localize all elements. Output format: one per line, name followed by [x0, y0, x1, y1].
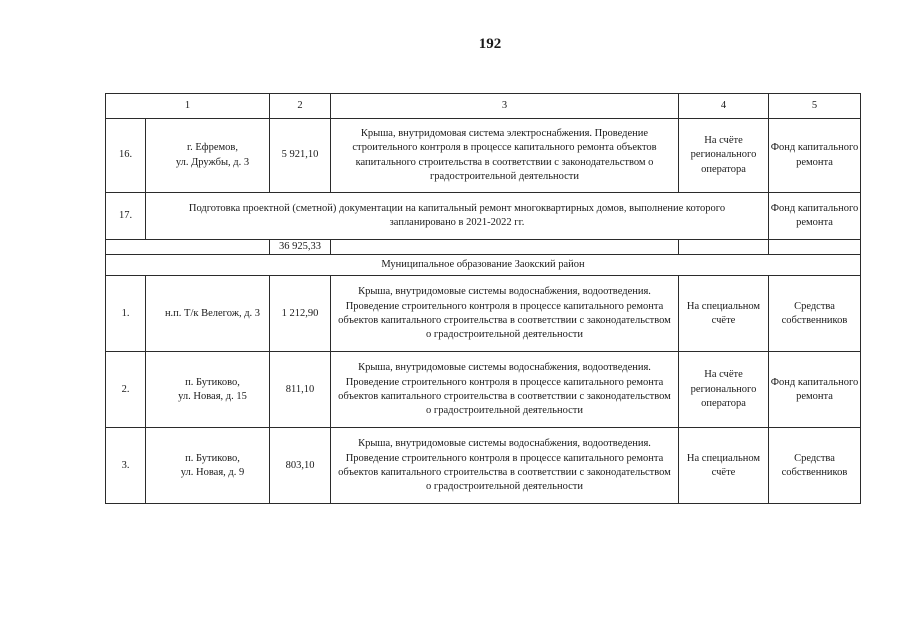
row-account-type: На счёте регионального оператора [679, 352, 769, 428]
column-header-1: 1 [106, 94, 270, 119]
row-address: п. Бутиково, ул. Новая, д. 9 [146, 428, 270, 504]
row-account-type: На специальном счёте [679, 428, 769, 504]
total-empty-cell [331, 240, 679, 255]
column-header-4: 4 [679, 94, 769, 119]
row-number: 3. [106, 428, 146, 504]
row-address: н.п. Т/к Велегож, д. 3 [146, 276, 270, 352]
row-amount: 1 212,90 [270, 276, 331, 352]
section-title: Муниципальное образование Заокский район [106, 255, 861, 276]
row-account-type: На специальном счёте [679, 276, 769, 352]
row-work-description: Крыша, внутридомовые системы водоснабжения, водоотведения. Проведение строительного контроля в процессе капитального ремонта объектов капитального строительства в соответствии с законодательством о градостроительной деятельности [331, 352, 679, 428]
total-empty-cell [679, 240, 769, 255]
row-number: 2. [106, 352, 146, 428]
page-number: 192 [478, 36, 502, 52]
row-number: 16. [106, 119, 146, 193]
table-row [106, 276, 861, 352]
column-header-2: 2 [270, 94, 331, 119]
row-number: 1. [106, 276, 146, 352]
table-row [106, 428, 861, 504]
total-amount: 36 925,33 [270, 240, 331, 255]
column-header-row [106, 94, 861, 119]
table-row [106, 193, 861, 240]
table-row [106, 352, 861, 428]
section-header-row [106, 255, 861, 276]
row-account-type: На счёте регионального оператора [679, 119, 769, 193]
table-row [106, 119, 861, 193]
repair-plan-table [105, 93, 861, 504]
column-header-5: 5 [769, 94, 861, 119]
row-amount: 803,10 [270, 428, 331, 504]
row-funding-source: Фонд капитального ремонта [769, 193, 861, 240]
total-label-cell [106, 240, 270, 255]
row-work-description: Крыша, внутридомовая система электроснабжения. Проведение строительного контроля в процессе капитального ремонта объектов капитального строительства в соответствии с законодательством о градостроительной деятельности [331, 119, 679, 193]
column-header-3: 3 [331, 94, 679, 119]
row-funding-source: Фонд капитального ремонта [769, 352, 861, 428]
row-amount: 5 921,10 [270, 119, 331, 193]
row-amount: 811,10 [270, 352, 331, 428]
row-funding-source: Средства собственников [769, 276, 861, 352]
total-row [106, 240, 861, 255]
row-funding-source: Фонд капитального ремонта [769, 119, 861, 193]
row-address: г. Ефремов, ул. Дружбы, д. 3 [146, 119, 270, 193]
row-address: п. Бутиково, ул. Новая, д. 15 [146, 352, 270, 428]
row-work-description: Крыша, внутридомовые системы водоснабжения, водоотведения. Проведение строительного контроля в процессе капитального ремонта объектов капитального строительства в соответствии с законодательством о градостроительной деятельности [331, 428, 679, 504]
row-work-description: Крыша, внутридомовые системы водоснабжения, водоотведения. Проведение строительного контроля в процессе капитального ремонта объектов капитального строительства в соответствии с законодательством о градостроительной деятельности [331, 276, 679, 352]
row-number: 17. [106, 193, 146, 240]
row-funding-source: Средства собственников [769, 428, 861, 504]
total-empty-cell [769, 240, 861, 255]
row-description: Подготовка проектной (сметной) документации на капитальный ремонт многоквартирных домов, выполнение которого запланировано в 2021-2022 гг. [146, 193, 769, 240]
